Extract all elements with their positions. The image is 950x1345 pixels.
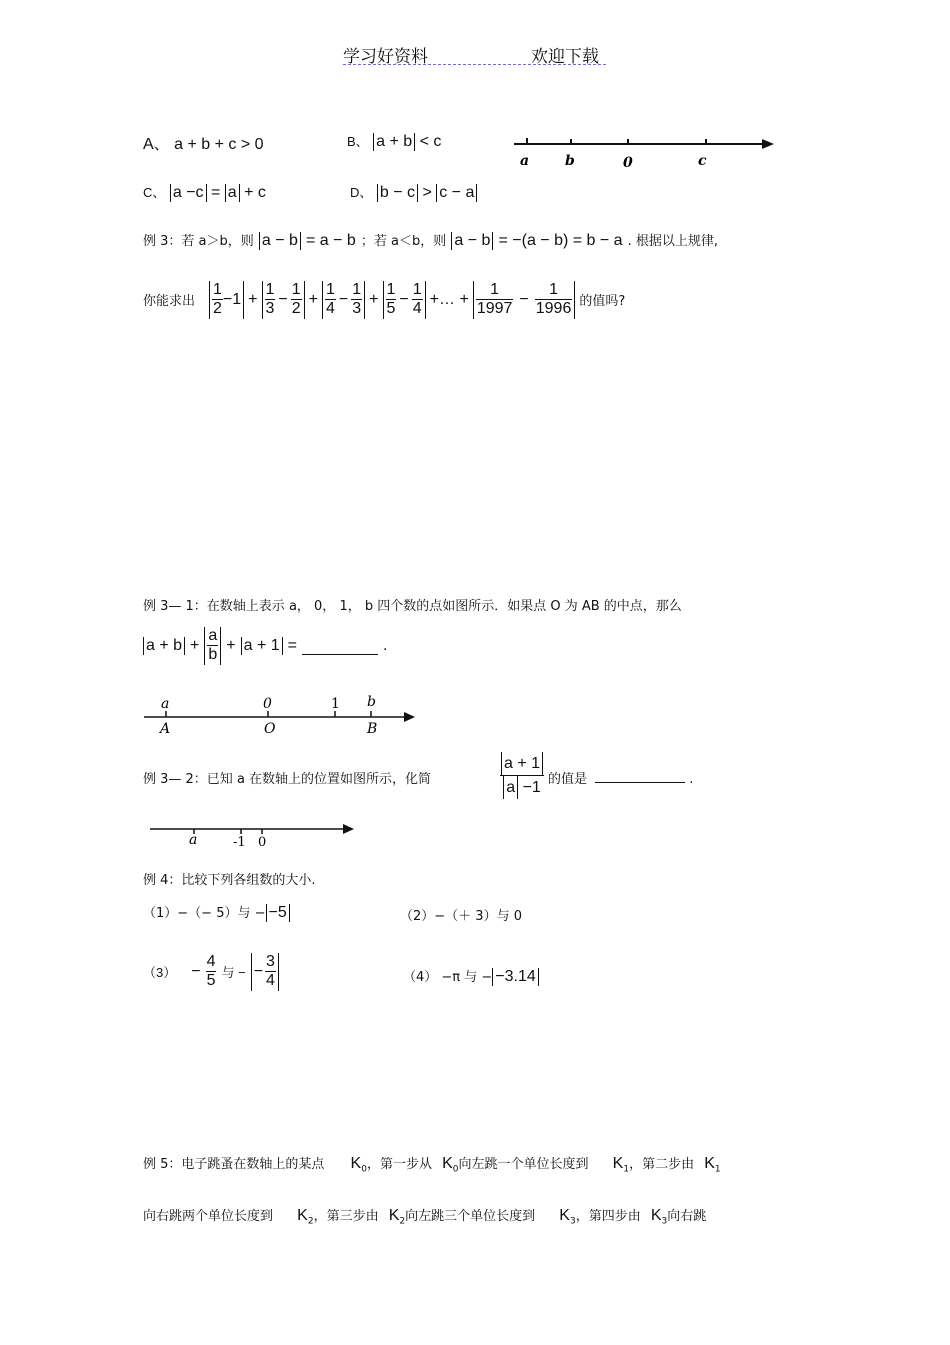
ex5-k-sub: 3 (661, 1216, 668, 1227)
axis3-label-0: 0 (258, 835, 267, 850)
ex31-eq: = (287, 636, 297, 654)
ex5-k: K (704, 1155, 715, 1172)
ex5-text: 向左跳一个单位长度到 (458, 1157, 589, 1172)
answer-blank[interactable] (595, 768, 685, 783)
example-3-1-text: 例 3— 1：在数轴上表示 a， 0， 1， b 四个数的点如图所示．如果点 O 为 AB 的中点，那么 (143, 599, 682, 614)
term-rest: −1 (222, 290, 242, 308)
ex3-abs1: a − b (259, 232, 301, 250)
ex4-q3-mid: 与 − (221, 965, 246, 981)
axis1-label-a: a (520, 153, 530, 169)
frac-num: 1 (325, 281, 336, 300)
axis2-label-1: 1 (331, 696, 340, 712)
axis3-label-a: a (189, 832, 198, 848)
example-5-line-1 (143, 1153, 721, 1175)
ex3-term-3 (322, 281, 365, 319)
axis1-label-b: b (565, 153, 575, 169)
ex5-text: 例 5：电子跳蚤在数轴上的某点 (143, 1157, 325, 1172)
ex5-k-sub: 3 (569, 1216, 576, 1227)
answer-blank[interactable] (302, 636, 378, 655)
option-d-abs1: b − c (377, 184, 418, 202)
ex3-abs2: a − b (451, 232, 493, 250)
frac-den: 1997 (476, 300, 513, 318)
ex5-k-sub: 1 (714, 1164, 721, 1175)
frac-den: 5 (386, 300, 396, 318)
option-b-tail: < c (419, 133, 442, 150)
axis2-label-0: 0 (263, 696, 272, 712)
term-minus: − (519, 290, 529, 308)
ex5-k: K (297, 1207, 308, 1224)
ex5-k: K (612, 1155, 624, 1172)
axis2-point-B: B (367, 721, 378, 737)
ex31-dot: . (383, 636, 388, 654)
example-3-1-expr (143, 627, 387, 665)
frac-num: 3 (265, 953, 276, 972)
axis2-point-A: A (160, 721, 171, 737)
frac-den: 4 (412, 300, 422, 318)
frac-num: 1 (476, 281, 514, 300)
ex5-k-sub: 1 (623, 1164, 630, 1175)
ex4-q3-abs (251, 953, 279, 991)
option-c-abs1: a −c (170, 184, 207, 202)
ex5-k-sub: 2 (307, 1216, 314, 1227)
ex3-plus-1: + (248, 290, 258, 308)
number-line-1 (510, 132, 780, 172)
term-minus: − (399, 290, 409, 308)
ex3-term-last (473, 281, 576, 319)
ex5-k: K (350, 1155, 362, 1172)
axis3-label-neg1: -1 (233, 835, 246, 850)
option-c-eq: = (210, 184, 221, 201)
ex4-q4-text: （4） −π 与 − (403, 970, 493, 985)
axis-arrow-icon (404, 712, 415, 722)
option-b-label: B、 (347, 134, 369, 149)
frac-num: 1 (212, 281, 223, 300)
option-d-abs2: c − a (436, 184, 477, 202)
ex5-k-sub: 0 (361, 1164, 367, 1175)
axis-arrow-icon (343, 824, 354, 834)
example-3-sum (143, 281, 625, 319)
ex5-k-sub: 0 (452, 1164, 459, 1175)
ex5-k: K (388, 1207, 400, 1224)
ex4-q3-minus: − (191, 962, 201, 980)
axis-arrow-icon (762, 139, 774, 149)
frac-den: 1996 (535, 300, 572, 318)
ex3-p3: . 根据以上规律, (627, 234, 719, 249)
ex5-k: K (442, 1155, 453, 1172)
ex32-dot: . (689, 772, 694, 787)
frac-den: b (208, 646, 218, 664)
ex5-text: ，第二步由 (629, 1157, 695, 1172)
frac-den: 3 (265, 300, 275, 318)
ex5-k-sub: 2 (399, 1216, 406, 1227)
ex5-text: ，第三步由 (313, 1209, 379, 1224)
number-line-3 (146, 818, 361, 852)
ex4-q1-text: （1）−（− 5）与 − (143, 906, 266, 921)
ex5-text: ，第四步由 (575, 1209, 641, 1224)
ex3-term-1 (209, 281, 244, 319)
ex4-q4 (403, 966, 539, 986)
ex31-abs-frac (204, 627, 221, 665)
ex5-text: ，第一步从 (366, 1157, 432, 1172)
frac-num: 4 (206, 953, 217, 972)
ex4-q3 (143, 953, 279, 991)
ex3-tail: 的值吗? (579, 294, 626, 310)
axis1-label-0: 0 (623, 155, 633, 171)
ex5-text: 向右跳两个单位长度到 (143, 1209, 274, 1224)
header-dash-divider (343, 64, 606, 65)
example-4-title: 例 4：比较下列各组数的大小. (143, 873, 316, 888)
ex31-plus-1: + (190, 636, 200, 654)
ex3-term-4 (383, 281, 426, 319)
ex3-e2-tail: = −(a − b) = b − a (498, 232, 623, 249)
frac-den: 2 (213, 300, 222, 318)
option-c-tail: + c (244, 184, 266, 201)
option-c-label: C、 (143, 185, 166, 200)
ex3-dots: +… + (429, 290, 469, 308)
frac-den: 4 (326, 300, 335, 318)
ex4-q4-abs: −3.14 (492, 968, 538, 986)
option-b-abs: a + b (373, 133, 415, 151)
header-left: 学习好资料 (343, 47, 428, 67)
option-d (350, 182, 477, 202)
frac-num: 1 (351, 281, 362, 300)
axis1-label-c: c (698, 153, 707, 169)
ex5-k: K (650, 1207, 662, 1224)
number-line-2 (140, 692, 425, 738)
ex5-text: 向右跳 (667, 1209, 707, 1224)
ex4-q1-abs: −5 (266, 904, 290, 922)
ex4-q2: （2）−（＋ 3）与 0 (400, 909, 522, 924)
ex3-ask: 你能求出 (143, 294, 196, 310)
axis2-label-a: a (161, 696, 170, 712)
ex3-plus-3: + (369, 290, 379, 308)
axis2-label-b: b (367, 694, 376, 710)
ex4-q3-label: （3） (143, 965, 177, 981)
ex32-den-abs: a (503, 776, 518, 799)
ex3-e1-tail: = a − b (305, 232, 356, 249)
axis2-point-O: O (264, 721, 276, 737)
frac-den: 2 (291, 300, 301, 318)
ex32-tail (548, 768, 693, 787)
frac-num: a (207, 627, 218, 646)
ex4-q3-abs-minus: − (253, 962, 264, 980)
ex5-k: K (559, 1207, 570, 1224)
ex31-plus-2: + (226, 636, 236, 654)
ex4-q1 (143, 902, 290, 922)
ex32-tail-text: 的值是 (548, 772, 588, 787)
frac-num: 1 (386, 281, 397, 300)
frac-den: 5 (206, 972, 216, 990)
ex5-text: 向左跳三个单位长度到 (405, 1209, 536, 1224)
frac-num: 1 (291, 281, 302, 300)
frac-den: 3 (352, 300, 362, 318)
term-minus: − (278, 290, 288, 308)
ex3-term-2 (262, 281, 305, 319)
ex32-num-abs: a + 1 (501, 752, 543, 775)
ex3-p1: 例 3：若 a＞b，则 (143, 234, 254, 249)
option-a: A、 a + b + c > 0 (143, 136, 264, 153)
ex32-den-rest: −1 (522, 779, 541, 797)
ex31-abs3: a + 1 (241, 637, 283, 655)
ex32-fraction (500, 752, 544, 799)
frac-num: 1 (535, 281, 573, 300)
example-3-2-text: 例 3— 2：已知 a 在数轴上的位置如图所示，化简 (143, 772, 432, 787)
term-minus: − (338, 290, 349, 308)
frac-num: 1 (412, 281, 423, 300)
option-c-abs2: a (225, 184, 240, 202)
option-c (143, 182, 266, 202)
option-b (347, 131, 441, 151)
frac-den: 4 (266, 972, 275, 990)
ex3-p2: ；若 a＜b，则 (360, 234, 447, 249)
option-d-label: D、 (350, 185, 373, 200)
example-5-line-2 (143, 1205, 706, 1227)
ex31-abs1: a + b (143, 637, 185, 655)
option-d-gt: > (422, 184, 432, 201)
example-3-line (143, 230, 718, 250)
ex3-plus-2: + (308, 290, 319, 308)
frac-num: 1 (265, 281, 276, 300)
header-right: 欢迎下载 (531, 47, 599, 67)
